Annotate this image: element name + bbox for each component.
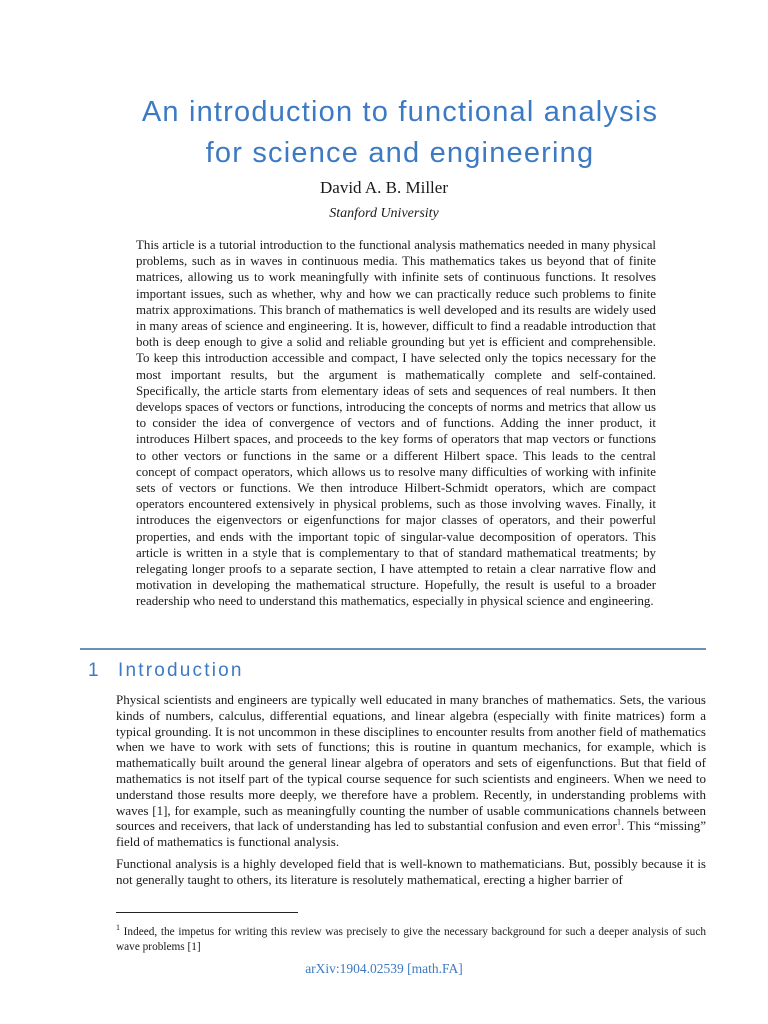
section-divider	[80, 648, 706, 650]
footnote-divider	[116, 912, 298, 913]
section-heading	[88, 660, 244, 682]
footnote-mark: 1	[116, 923, 120, 933]
author-affiliation: Stanford University	[329, 206, 439, 221]
section-number: 1	[88, 660, 101, 681]
paragraph-2: Functional analysis is a highly developed field that is well-known to mathematicians. But, possibly because it is not generally taught to others, its literature is resolutely mathematical, erecting a higher barrier of	[116, 855, 706, 887]
footnote-reference[interactable]: 1	[616, 818, 621, 828]
paragraph-1-text: Physical scientists and engineers are typically well educated in many branches of mathematics. Sets, the various kinds of numbers, calculus, differential equations, and linear algebra (especially with finite matrices) form a typical grounding. It is not uncommon in these disciplines to encounter results from another field of mathematics when we have to work with sets of functions; this is routine in quantum mechanics, for example, which is mathematically built around the general linear algebra of operators and sets of eigenfunctions. But that field of mathematics is not itself part of the typical course sequence for such scientists and engineers. When we need to understand those results more deeply, we therefore have a problem. Recently, in understanding problems with waves [1], for example, such as meaningfully counting the number of usable communications channels between sources and receivers, that lack of understanding has led to substantial confusion and even error	[116, 692, 706, 834]
footnote	[116, 925, 706, 954]
title-line-2: for science and engineering	[205, 137, 595, 169]
author-name: David A. B. Miller	[320, 178, 448, 197]
section-body	[116, 692, 706, 894]
section-title: Introduction	[118, 660, 244, 681]
paragraph-1-text-end: . This “missing” field of mathematics is functional analysis.	[116, 818, 707, 850]
paper-title	[100, 92, 700, 174]
abstract: This article is a tutorial introduction to the functional analysis mathematics needed in many physical problems, such as in waves in continuous media. This mathematics takes us beyond that of finite matrices, allowing us to work meaningfully with infinite sets of continuous functions. It resolves important issues, such as whether, why and how we can practically reduce such problems to finite matrix approximations. This branch of mathematics is well developed and its results are widely used in many areas of science and engineering. It is, however, difficult to find a readable introduction that both is deep enough to give a solid and reliable grounding but yet is efficient and comprehensible. To keep this introduction accessible and compact, I have selected only the topics necessary for the most important results, but the argument is mathematically complete and self-contained. Specifically, the article starts from elementary ideas of sets and sequences of real numbers. It then develops spaces of vectors or functions, introducing the concepts of norms and metrics that allow us to consider the idea of convergence of vectors and of functions. Adding the inner product, it introduces Hilbert spaces, and proceeds to the key forms of operators that map vectors or functions to other vectors or functions in the same or a different Hilbert space. This leads to the central concept of compact operators, which allows us to resolve many difficulties of working with infinite sets of vectors or functions. We then introduce Hilbert-Schmidt operators, which are compact operators encountered extensively in physical problems, such as those involving waves. Finally, it introduces the eigenvectors or eigenfunctions for major classes of operators, and their powerful properties, and ends with the important topic of singular-value decomposition of operators. This article is written in a style that is complementary to that of standard mathematical treatments; by relegating longer proofs to a separate section, I have attempted to retain a clear narrative flow and motivation in developing the mathematical structure. Hopefully, the result is useful to a broader readership who need to understand this mathematics, especially in physical science and engineering.	[136, 238, 656, 609]
paragraph-1	[116, 692, 706, 850]
footnote-text: Indeed, the impetus for writing this review was precisely to give the necessary background for such a deeper analysis of such wave problems [1]	[116, 926, 706, 953]
arxiv-identifier[interactable]: arXiv:1904.02539 [math.FA]	[305, 961, 463, 976]
title-line-1: An introduction to functional analysis	[141, 96, 659, 128]
